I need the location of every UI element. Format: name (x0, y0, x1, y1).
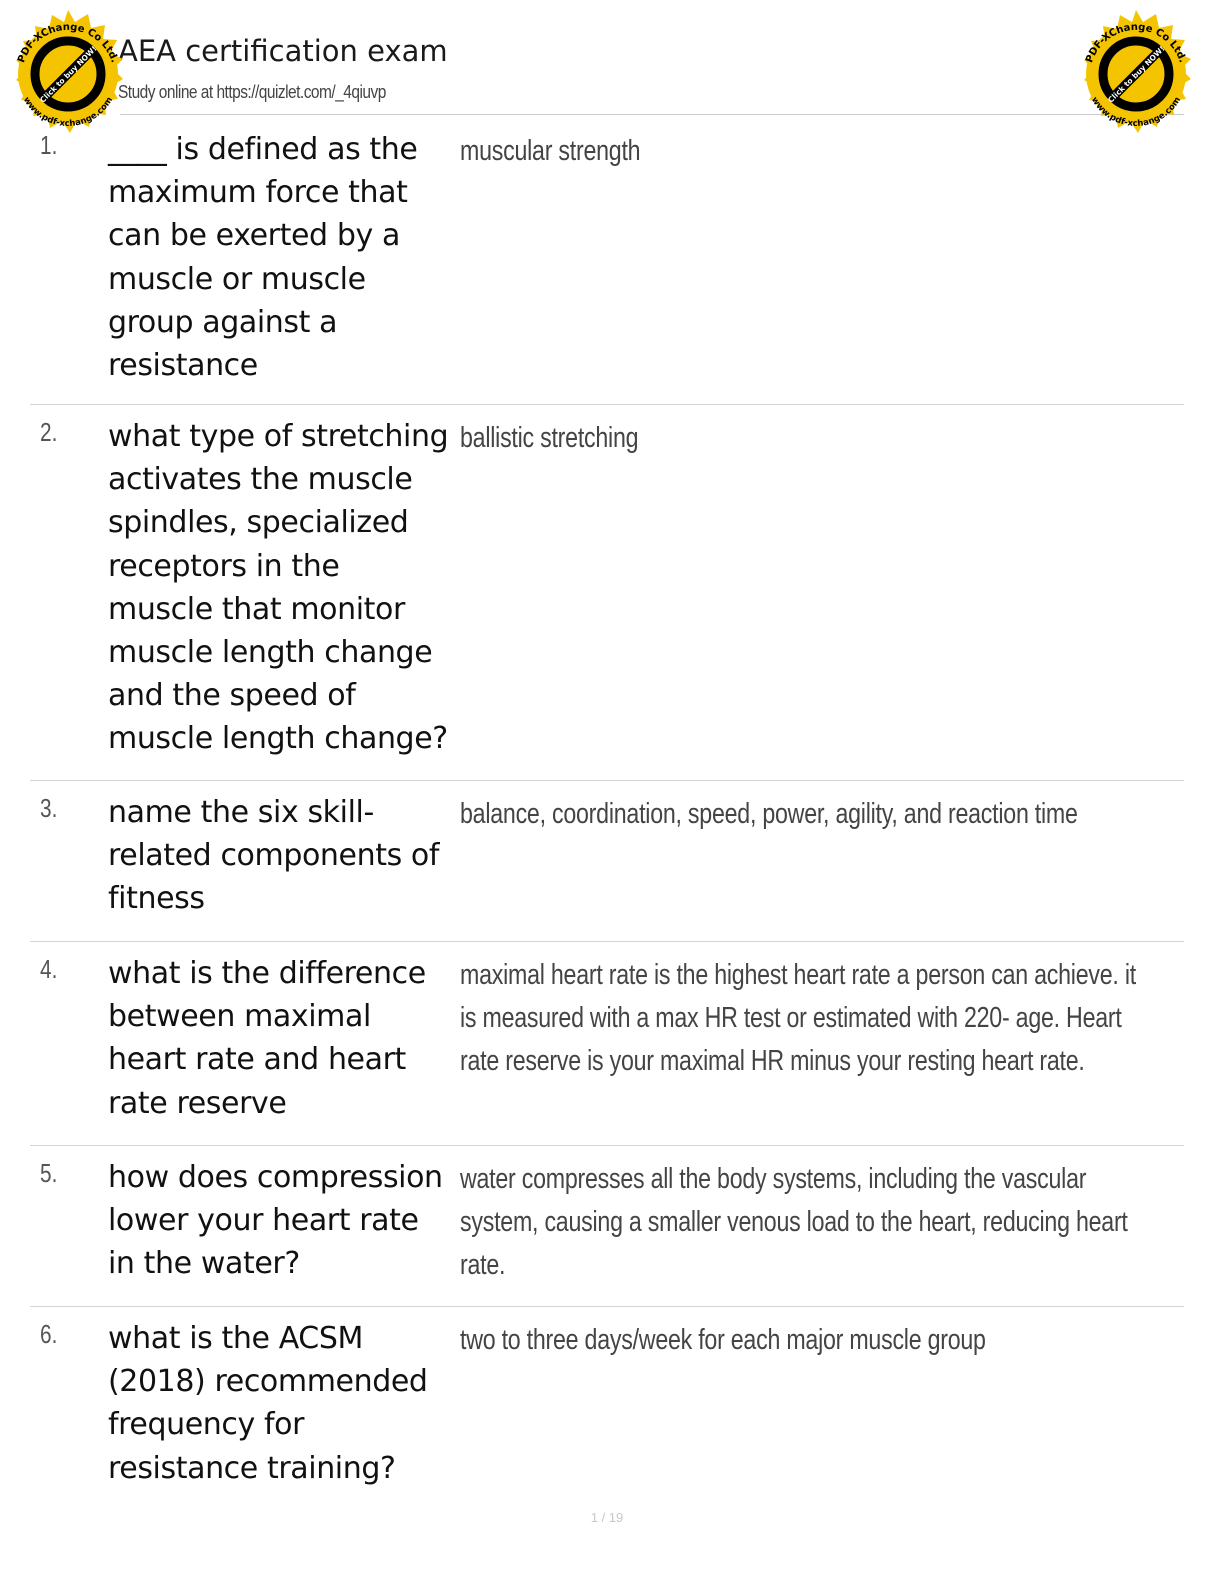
badge-top-text: PDF-XChange Co Ltd. (1084, 21, 1188, 65)
badge-middle-text: Click to buy NOW! (1106, 44, 1167, 105)
page-indicator: 1 / 19 (590, 1510, 624, 1525)
item-number: 2. (40, 417, 58, 447)
header-divider (120, 114, 1184, 115)
document-title: AEA certification exam (118, 34, 448, 68)
flashcard-row (0, 405, 1224, 781)
question-text: what type of stretching activates the muscle spindles, specialized receptors in the muscle that monitor muscle length change and the speed of muscle length change? (108, 419, 449, 757)
flashcard-row (0, 1146, 1224, 1307)
flashcard-list (0, 118, 1224, 1507)
badge-bottom-text: www.pdf-xchange.com (1088, 95, 1184, 130)
answer-text: maximal heart rate is the highest heart rate a person can achieve. it is measured with a max HR test or estimated with 220- age. Heart rate reserve is your maximal HR minus your resting heart rate. (460, 959, 1136, 1078)
question-text: what is the difference between maximal heart rate and heart rate reserve (108, 956, 426, 1121)
flashcard-row (0, 1307, 1224, 1507)
item-number: 3. (40, 793, 58, 823)
item-number: 4. (40, 954, 58, 984)
question-text: how does compression lower your heart rate in the water? (108, 1160, 443, 1282)
flashcard-row (0, 942, 1224, 1146)
flashcard-row (0, 118, 1224, 405)
question-text: ____ is defined as the maximum force that can be exerted by a muscle or muscle group against a resistance (108, 132, 418, 384)
item-number: 5. (40, 1158, 58, 1188)
question-text: what is the ACSM (2018) recommended frequency for resistance training? (108, 1321, 428, 1486)
study-online-link[interactable]: Study online at https://quizlet.com/_4qiuvp (118, 82, 386, 102)
answer-text: ballistic stretching (460, 422, 639, 454)
badge-middle-text: Click to buy NOW! (38, 44, 99, 105)
answer-text: balance, coordination, speed, power, agility, and reaction time (460, 798, 1078, 830)
answer-text: muscular strength (460, 135, 641, 167)
badge-top-text: PDF-XChange Co Ltd. (16, 21, 120, 65)
flashcard-row (0, 781, 1224, 942)
answer-text: two to three days/week for each major muscle group (460, 1324, 986, 1356)
badge-bottom-text: www.pdf-xchange.com (20, 95, 116, 130)
document-header (0, 0, 1224, 120)
item-number: 1. (40, 130, 58, 160)
question-text: name the six skill-related components of fitness (108, 795, 440, 917)
item-number: 6. (40, 1319, 58, 1349)
answer-text: water compresses all the body systems, including the vascular system, causing a smaller venous load to the heart, reducing heart rate. (460, 1163, 1128, 1282)
